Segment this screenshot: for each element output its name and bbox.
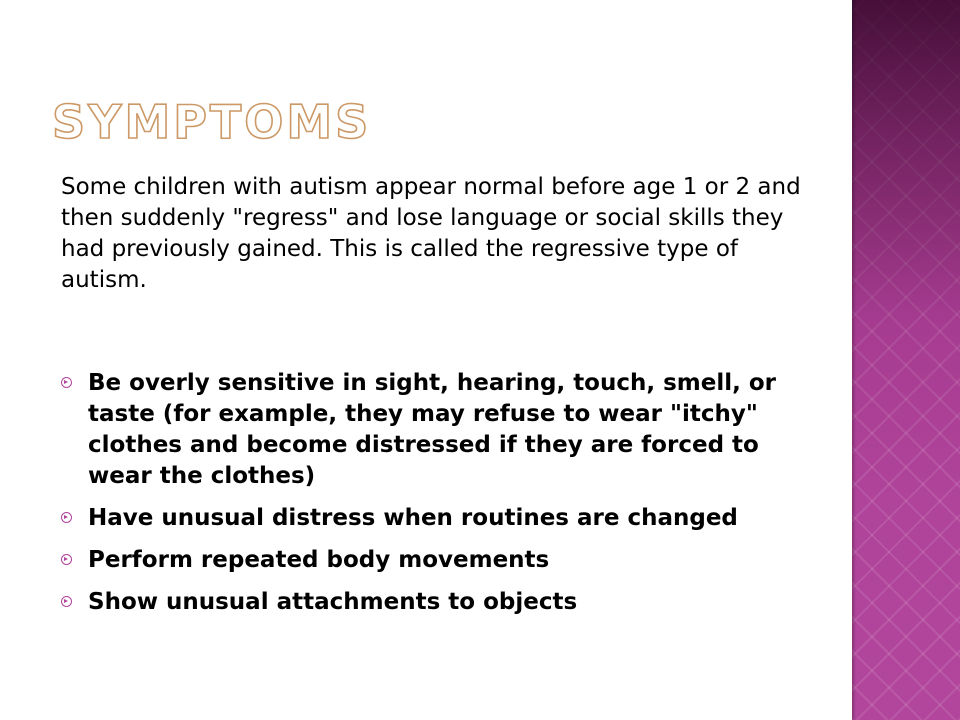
list-item-text: Be overly sensitive in sight, hearing, touch, smell, or taste (for example, they may refuse to wear "itchy" clothes and become distressed if they are forced to wear the clothes): [88, 370, 777, 489]
side-panel-shadow: [852, 0, 856, 720]
list-item-text: Show unusual attachments to objects: [88, 589, 578, 615]
list-item: [61, 587, 801, 618]
circled-arrow-bullet-icon: [61, 512, 72, 523]
circled-arrow-bullet-icon: [61, 554, 72, 565]
intro-paragraph: Some children with autism appear normal before age 1 or 2 and then suddenly "regress" and lose language or social skills they had previously gained. This is called the regressive type of autism.: [61, 174, 801, 293]
circled-arrow-bullet-icon: [61, 596, 72, 607]
circled-arrow-bullet-icon: [61, 377, 72, 388]
list-item: [61, 545, 801, 576]
list-item: [61, 503, 801, 534]
list-item: [61, 368, 801, 492]
symptom-list: [61, 368, 801, 629]
list-item-text: Have unusual distress when routines are changed: [88, 505, 738, 531]
slide-title: SYMPTOMS: [52, 95, 372, 149]
decorative-side-panel: [852, 0, 960, 720]
list-item-text: Perform repeated body movements: [88, 547, 550, 573]
